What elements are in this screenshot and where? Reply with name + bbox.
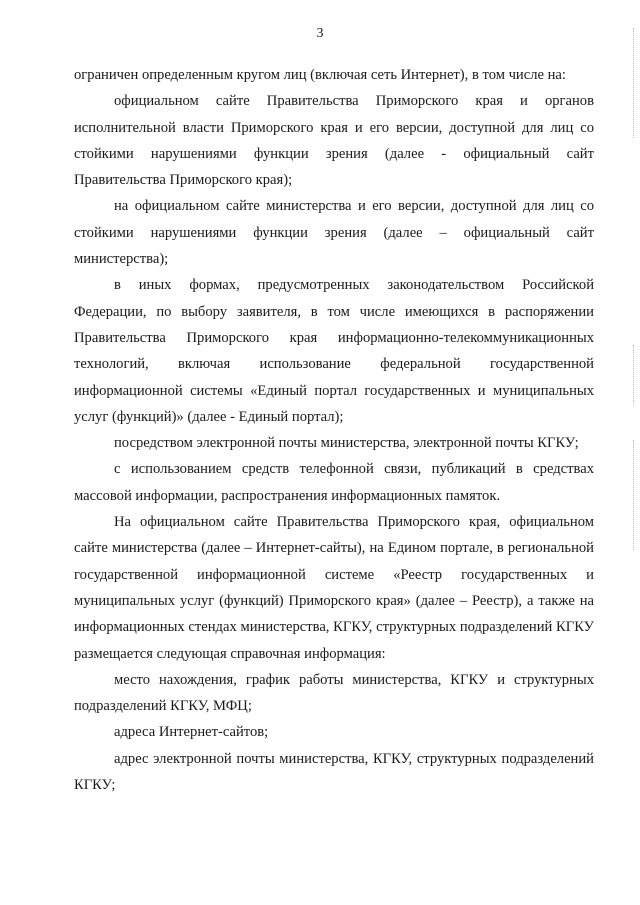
paragraph-9: адреса Интернет-сайтов; bbox=[114, 724, 269, 741]
scan-edge-mark-lower bbox=[633, 440, 635, 550]
scan-edge-mark-middle bbox=[633, 345, 635, 405]
paragraph-3: на официальном сайте министерства и его версии, доступной для лиц со стойкими нарушениями функции зрения (далее – официальный сайт министерства); bbox=[74, 198, 594, 268]
paragraph-7: На официальном сайте Правительства Приморского края, официальном сайте министерства (далее – Интернет-сайты), на Едином портале, в региональной государственной информационной системе «Реестр государственных и муниципальных услуг (функций) Приморского края» (далее – Реестр), а также на информационных стендах министерства, КГКУ, структурных подразделений КГКУ размещается следующая справочная информация: bbox=[74, 514, 594, 662]
paragraph-4: в иных формах, предусмотренных законодательством Российской Федерации, по выбору заявителя, в том числе имеющихся в распоряжении Правительства Приморского края информационно-телекоммуникационных технологий, включая использование федеральной государственной информационной системы «Единый портал государственных и муниципальных услуг (функций)» (далее - Единый портал); bbox=[74, 277, 594, 425]
paragraph-10: адрес электронной почты министерства, КГКУ, структурных подразделений КГКУ; bbox=[74, 750, 594, 794]
paragraph-1: ограничен определенным кругом лиц (включая сеть Интернет), в том числе на: bbox=[74, 67, 566, 83]
paragraph-8: место нахождения, график работы министерства, КГКУ и структурных подразделений КГКУ, МФЦ; bbox=[74, 671, 594, 715]
scan-edge-mark-top bbox=[633, 28, 635, 138]
paragraph-2: официальном сайте Правительства Приморского края и органов исполнительной власти Приморского края и его версии, доступной для лиц со стойкими нарушениями функции зрения (далее - официальный сайт Правительства Приморского края); bbox=[74, 93, 594, 189]
paragraph-5: посредством электронной почты министерства, электронной почты КГКУ; bbox=[114, 435, 579, 452]
page-number: 3 bbox=[316, 26, 324, 41]
document-body bbox=[74, 62, 594, 798]
paragraph-6: с использованием средств телефонной связи, публикаций в средствах массовой информации, распространения информационных памяток. bbox=[74, 461, 594, 504]
